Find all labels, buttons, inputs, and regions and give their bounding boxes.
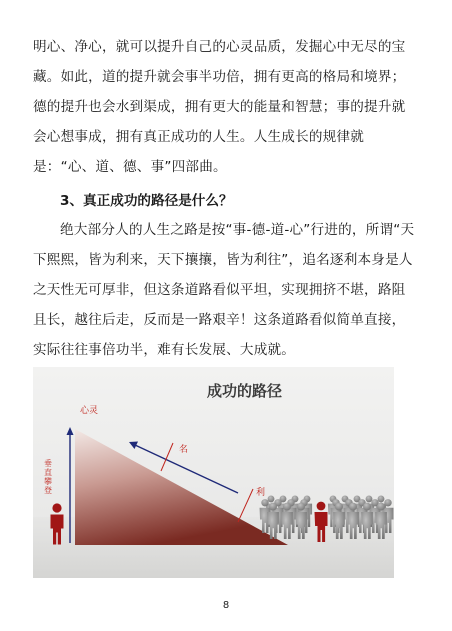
label-fame: 名 bbox=[179, 445, 189, 455]
paragraph-1: 明心、净心，就可以提升自己的心灵品质，发掘心中无尽的宝藏。如此，道的提升就会事半功倍，拥有更高的格局和境界；德的提升也会水到渠成，拥有更大的能量和智慧；事的提升就会心想事成，拥有真正成功的人生。人生成长的规律就是：“心、道、德、事”四部曲。 bbox=[33, 39, 406, 175]
page-number: 8 bbox=[222, 600, 230, 611]
success-path-illustration bbox=[33, 367, 394, 578]
section-heading: 3、真正成功的路径是什么？ bbox=[60, 193, 233, 209]
paragraph-2: 绝大部分人的人生之路是按“事-德-道-心”行进的，所谓“天下熙熙，皆为利来，天下攘攘，皆为利往”，追名逐利本身是人之天性无可厚非，但这条道路看似平坦，实现拥挤不堪，路阻且长，越往后走，反而是一路艰辛！这条道路看似简单直接，实际往往事倍功半，难有长发展、大成就。 bbox=[33, 222, 415, 358]
fame-marker bbox=[161, 443, 173, 471]
label-heart: 心灵 bbox=[80, 406, 99, 416]
figure-title: 成功的路径 bbox=[207, 382, 283, 400]
label-vertical-climb: 垂直攀登 bbox=[43, 459, 53, 495]
success-path-figure bbox=[33, 367, 394, 578]
vertical-arrow-head bbox=[67, 427, 74, 435]
label-profit: 利 bbox=[256, 488, 266, 498]
